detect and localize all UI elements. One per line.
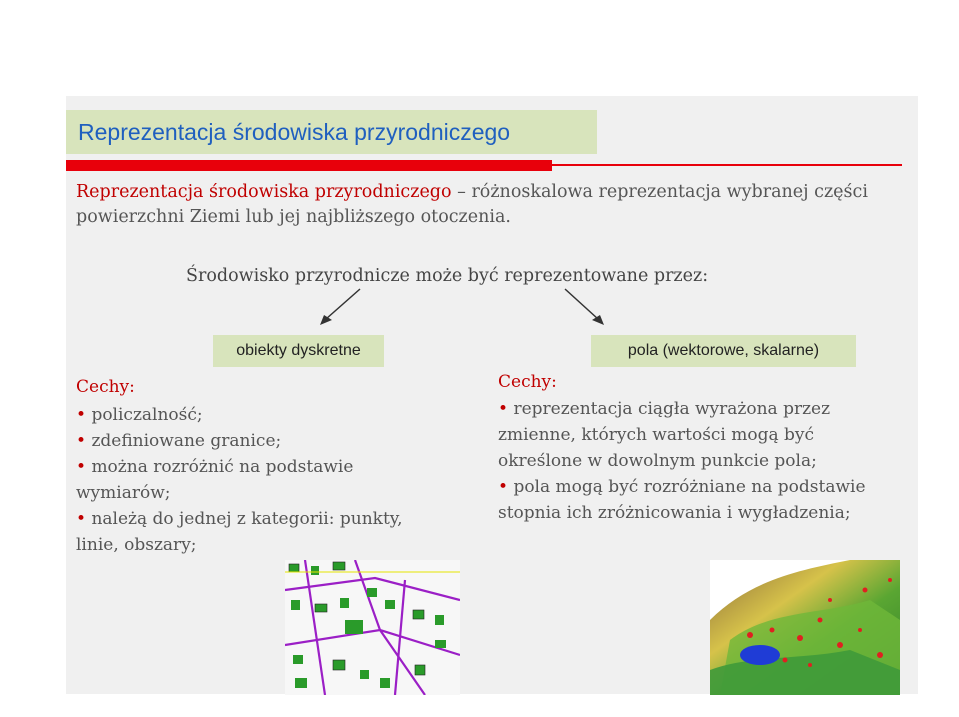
bullet-icon: • xyxy=(76,509,92,529)
list-item: • można rozróżnić na podstawie wymiarów; xyxy=(76,457,354,503)
left-cechy: Cechy: xyxy=(76,377,135,397)
bullet-icon: • xyxy=(76,405,92,425)
list-item: • zdefiniowane granice; xyxy=(76,431,282,451)
right-cechy: Cechy: xyxy=(498,372,557,392)
box-fields: pola (wektorowe, skalarne) xyxy=(591,335,856,367)
right-list xyxy=(498,396,878,526)
left-list xyxy=(76,402,416,558)
list-item: • należą do jednej z kategorii: punkty, linie, obszary; xyxy=(76,509,403,555)
arrow-right-line xyxy=(565,289,598,319)
bullet-icon: • xyxy=(76,431,92,451)
box-discrete: obiekty dyskretne xyxy=(213,335,384,367)
arrow-right-head xyxy=(592,315,604,325)
arrows xyxy=(300,285,620,335)
bullet-icon: • xyxy=(498,399,514,419)
bullet-icon: • xyxy=(498,477,514,497)
intro-red-part: Reprezentacja środowiska przyrodniczego xyxy=(76,182,452,202)
list-item: • policzalność; xyxy=(76,405,203,425)
env-text: Środowisko przyrodnicze może być reprezentowane przez: xyxy=(186,266,709,286)
intro-rest: różnoskalowa reprezentacja wybranej części powierzchni Ziemi lub jej najbliższego otoczenia. xyxy=(76,182,868,227)
discrete-map-image xyxy=(285,560,460,695)
page-title: Reprezentacja środowiska przyrodniczego xyxy=(78,118,511,145)
red-bar xyxy=(66,160,552,171)
red-line xyxy=(552,164,902,166)
arrow-left-line xyxy=(326,289,360,319)
arrow-left-head xyxy=(320,315,332,325)
bullet-icon: • xyxy=(76,457,92,477)
list-item: • pola mogą być rozróżniane na podstawie stopnia ich zróżnicowania i wygładzenia; xyxy=(498,477,866,523)
terrain-field-image xyxy=(710,560,900,695)
intro-dash: – xyxy=(451,182,472,202)
intro-text xyxy=(76,180,916,230)
title-box xyxy=(66,110,597,154)
list-item: • reprezentacja ciągła wyrażona przez zmienne, których wartości mogą być określone w dowolnym punkcie pola; xyxy=(498,399,831,471)
